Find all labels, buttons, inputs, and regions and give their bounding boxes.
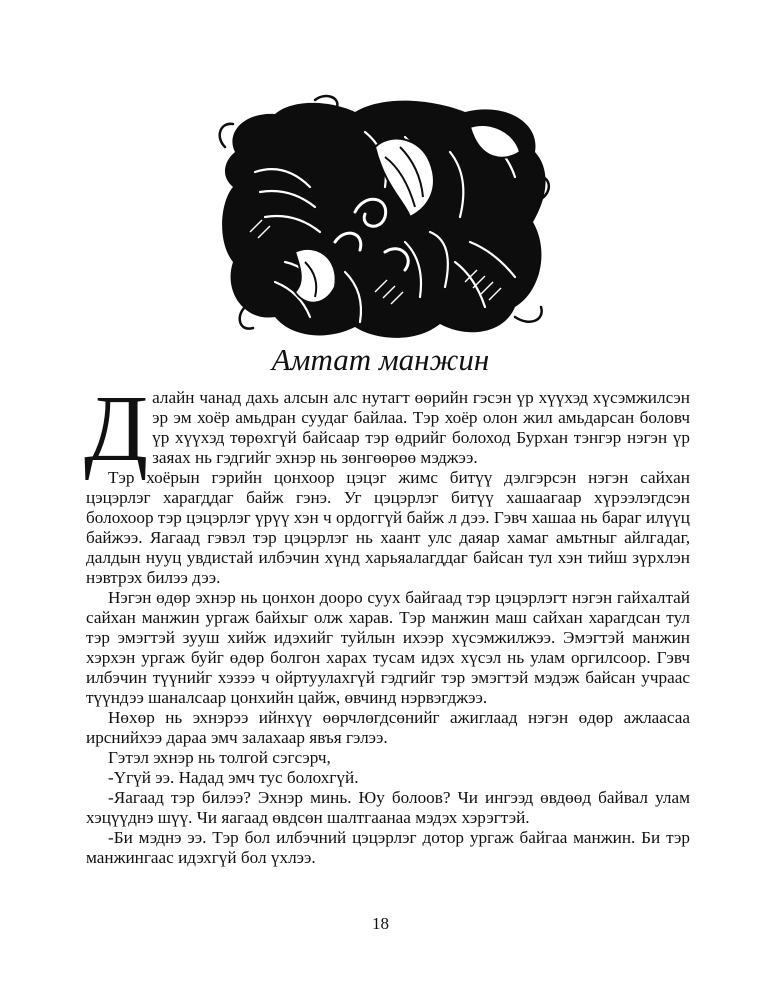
paragraph: Нөхөр нь эхнэрээ ийнхүү өөрчлөгдсөнийг ажиглаад нэгэн өдөр ажлаасаа ирснийхээ дараа эмч залахаар явъя гэлээ.: [86, 708, 690, 747]
drop-cap-letter: Д: [84, 377, 149, 481]
floral-woodcut-illustration: [215, 92, 555, 344]
page-number: 18: [372, 914, 389, 933]
paragraph: Далайн чанад дахь алсын алс нутагт өөрийн гэсэн үр хүүхэд хүсэмжилсэн эр эм хоёр амьдран суудаг байлаа. Тэр хоёр олон жил амьдарсан боловч үр хүүхэд төрөхгүй байсаар тэр өдрийг болоход Бурхан тэнгэр нэгэн үр заяах нь гэдгийг эхнэр нь зөнгөөрөө мэджээ.: [84, 377, 690, 481]
dialogue-line: -Би мэднэ ээ. Тэр бол илбэчний цэцэрлэг дотор ургаж байгаа манжин. Би тэр манжингаас идэхгүй бол үхлээ.: [86, 828, 690, 867]
story-text: [84, 377, 690, 868]
dialogue-line: -Яагаад тэр билээ? Эхнэр минь. Юу болоов? Чи ингээд өвдөөд байвал улам хэцүүднэ шүү. Чи яагаад өвдсөн шалтгаанаа мэдэх хэрэгтэй.: [86, 788, 690, 827]
paragraph: Гэтэл эхнэр нь толгой сэгсэрч,: [108, 748, 331, 767]
dialogue-line: -Үгүй ээ. Надад эмч тус болохгүй.: [108, 768, 359, 787]
story-title: Амтат манжин: [271, 342, 490, 377]
paragraph: Тэр хоёрын гэрийн цонхоор цэцэг жимс битүү дэлгэрсэн нэгэн сайхан цэцэрлэг харагддаг байж гэнэ. Уг цэцэрлэг битүү хашаагаар хүрээлэгдсэн болохоор тэр цэцэрлэг үрүү хэн ч ордоггүй байж л дээ. Гэвч хашаа нь бараг илүүц байжээ. Яагаад гэвэл тэр цэцэрлэг нь хаант улс даяар хамаг амьтныг айлгадаг, далдын нууц увдистай илбэчин хүнд харьяалагддаг байсан тул хэн тийш зүрхлэн нэвтрэх билээ дээ.: [86, 468, 690, 587]
paragraph: Нэгэн өдөр эхнэр нь цонхон дооро суух байгаад тэр цэцэрлэгт нэгэн гайхалтай сайхан манжин ургаж байхыг олж харав. Тэр манжин маш сайхан харагдсан тул тэр эмэгтэй зууш хийж идэхийг туйлын ихээр хүсэмжилжээ. Эмэгтэй манжин хэрхэн ургаж буйг өдөр болгон харах тусам идэх хүсэл нь улам оргилсоор. Гэвч илбэчин түүнийг хэзээ ч ойртуулахгүй гэдгийг тэр эмэгтэй мэдэж байсан учраас түүндээ шаналсаар цонхийн цайж, өвчинд нэрвэгджээ.: [86, 588, 690, 707]
